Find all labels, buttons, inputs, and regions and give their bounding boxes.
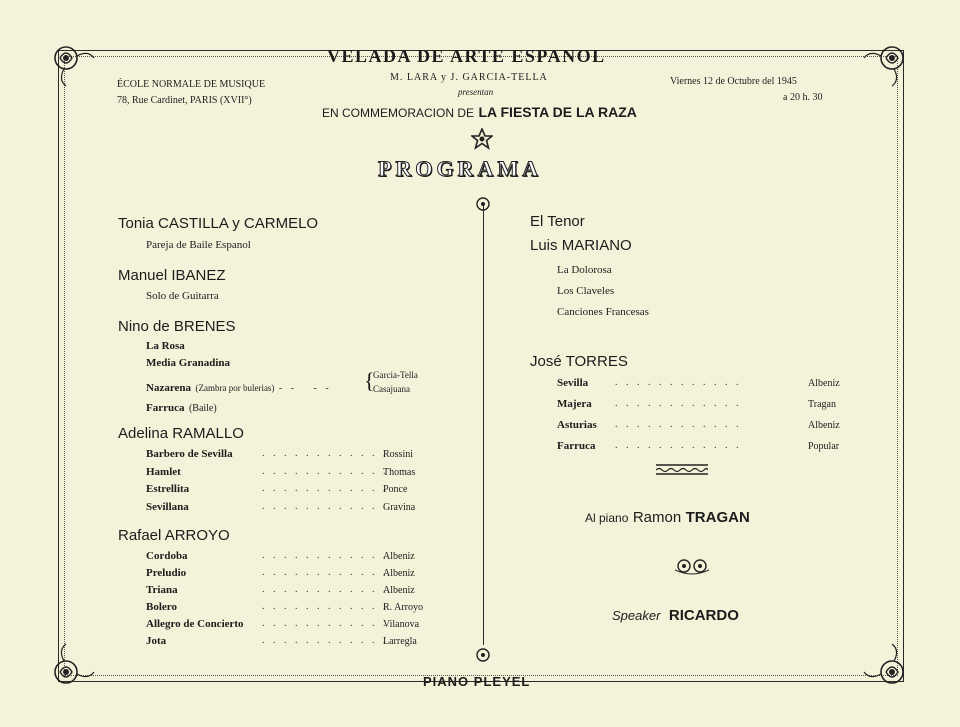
composer-name: Gravina [383,501,416,513]
event-date: Viernes 12 de Octubre del 1945 [670,76,797,87]
artist-mariano [530,237,632,254]
event-title: VELADA DE ARTE ESPANOL [327,46,606,66]
composer-name: R. Arroyo [383,602,423,613]
wave-divider [656,463,708,475]
pianist-first-name: Ramon [632,509,682,526]
piece-title: Triana [146,584,178,596]
artist-surname: TORRES [565,353,628,370]
composer-name: Thomas [383,466,416,478]
leader-dots: . . . . . . . . . . . . [262,448,389,459]
composer-name: Tragan [808,399,836,410]
piece-title: Farruca [557,440,596,452]
artist-conjunction: y [232,215,240,232]
piece-row [146,398,217,416]
piece-title: Bolero [146,601,177,613]
star-icon [471,128,493,150]
commemoration-event: LA FIESTA DE LA RAZA [478,104,637,120]
artist-brenes [118,318,236,335]
artist-description: Pareja de Baile Espanol [146,239,251,251]
commemoration-prefix: EN COMMEMORACION DE [322,106,475,120]
piece-title: Media Granadina [146,357,231,369]
composer-name: Vilanova [383,619,420,630]
artist-description: Solo de Guitarra [146,290,219,302]
artist-surname: ARROYO [164,527,230,544]
leader-dots: . . . . . . . . . . . . [615,398,742,409]
organizers: M. LARA y J. GARCIA-TELLA [390,72,548,83]
school-name: ÉCOLE NORMALE DE MUSIQUE [117,79,266,90]
rose-ornament-icon [50,42,96,88]
speaker-label: Speaker [612,608,661,623]
composer-name: Rossini [383,449,414,460]
piano-prefix: Al piano [585,511,629,525]
artist-torres [530,353,628,370]
leader-dots: . . . . . . . . . . . . [262,500,389,512]
piece-title: Majera [557,398,592,410]
composer-name: Garcia-Tella [373,370,418,380]
leader-dots: - - - - [278,383,332,394]
piece-title: Hamlet [146,465,181,478]
artist-first-name: Adelina [118,425,169,442]
program-title: PROGRAMA [378,156,542,181]
leader-dots: . . . . . . . . . . . . [262,635,389,646]
artist-first-name: Nino de [118,318,170,335]
piece-title: La Rosa [146,340,185,352]
artist-surname: RAMALLO [172,425,244,442]
piece-note: (Zambra por bulerias) [195,383,275,393]
piece-title: Sevillana [146,500,189,513]
piece-title: Barbero de Sevilla [146,448,233,460]
piece-title: Asturias [557,419,597,431]
composer-name: Albeniz [383,585,415,596]
artist-ramallo [118,425,244,442]
piece-title: Los Claveles [557,285,615,297]
artist-first-name: Manuel [118,267,168,284]
composer-name: Albeniz [383,551,415,562]
leader-dots: . . . . . . . . . . . . [615,419,742,430]
leader-dots: . . . . . . . . . . . . [615,440,742,451]
piece-note: (Baile) [188,403,217,414]
piece-title: Estrellita [146,483,190,495]
rose-ornament-icon [474,647,492,663]
leader-dots: . . . . . . . . . . . . [262,567,389,578]
piece-title: Canciones Francesas [557,306,649,318]
composer-name: Ponce [383,484,408,495]
composer-name: Casajuana [373,384,410,394]
composer-name: Larregla [383,636,417,647]
rose-ornament-icon [50,642,96,688]
tenor-label: El Tenor [530,213,585,230]
piece-title: Allegro de Concierto [146,618,244,630]
artist-surname: CASTILLA [158,215,229,232]
artist-ibanez [118,267,226,284]
leader-dots: . . . . . . . . . . . . [615,377,742,388]
leader-dots: . . . . . . . . . . . . [262,601,389,612]
artist-castilla [118,215,318,232]
artist-first-name: Rafael [118,527,162,544]
piece-row [146,378,332,396]
footer-piano-brand: PIANO PLEYEL [423,674,531,689]
event-time: a 20 h. 30 [783,92,823,103]
pianist-surname: TRAGAN [685,509,750,526]
artist-surname: MARIANO [561,237,632,254]
piece-title: Preludio [146,567,187,579]
commemoration-line [322,104,637,122]
composer-name: Albeniz [808,420,840,431]
speaker-name: RICARDO [668,607,739,624]
speaker-line [612,607,739,625]
presents-label: presentan [458,87,494,97]
composer-name: Albeniz [808,378,840,389]
artist-surname: BRENES [173,318,236,335]
piece-title: Sevilla [557,377,589,389]
piece-title: Nazarena [146,382,192,394]
rose-ornament-icon [675,556,709,576]
rose-ornament-icon [862,642,908,688]
piano-accompanist [585,509,750,527]
leader-dots: . . . . . . . . . . . . [262,483,389,494]
leader-dots: . . . . . . . . . . . . [262,584,389,595]
leader-dots: . . . . . . . . . . . . [262,465,389,477]
school-address: 78, Rue Cardinet, PARIS (XVII°) [117,95,252,106]
piece-title: Farruca [146,402,185,414]
rose-ornament-icon [474,196,492,212]
rose-ornament-icon [862,42,908,88]
artist-surname-2: CARMELO [243,215,319,232]
artist-first-name: Tonia [118,215,154,232]
artist-first-name: Luis [530,237,558,254]
column-divider [483,205,484,645]
artist-arroyo [118,527,230,544]
artist-first-name: José [530,353,562,370]
composer-name: Popular [808,441,840,452]
artist-surname: IBANEZ [171,267,226,284]
leader-dots: . . . . . . . . . . . . [262,550,389,561]
piece-title: Jota [146,635,167,647]
piece-title: La Dolorosa [557,264,612,276]
leader-dots: . . . . . . . . . . . . [262,618,389,629]
brace: { [364,368,375,393]
composer-name: Albeniz [383,568,415,579]
piece-title: Cordoba [146,550,188,562]
